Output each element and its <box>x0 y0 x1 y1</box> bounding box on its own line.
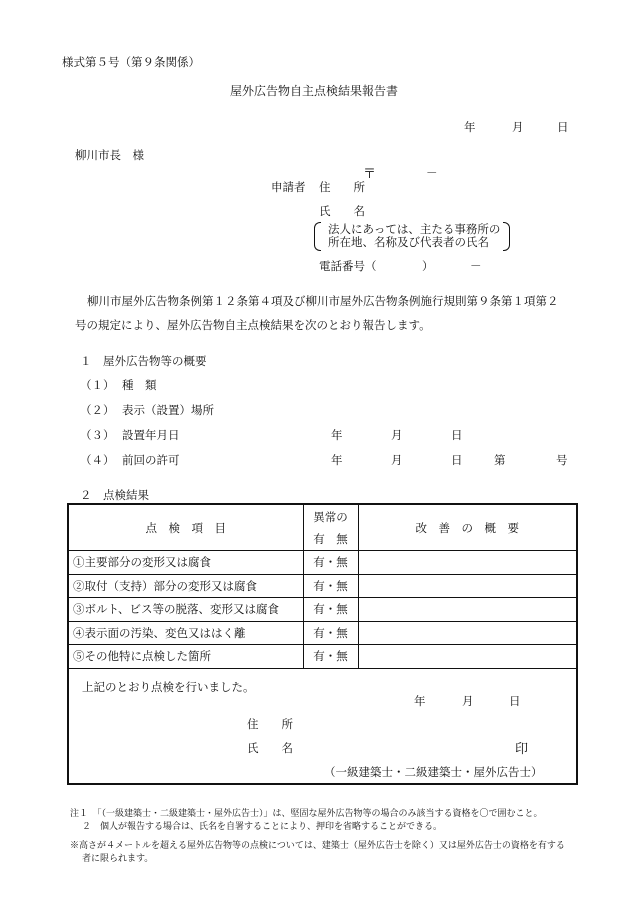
applicant-address-label: 住 所 <box>319 180 365 194</box>
item1-number: （１） <box>80 378 115 392</box>
phone-dash: － <box>470 259 482 273</box>
row-summary[interactable] <box>358 551 577 575</box>
row-item: ①主要部分の変形又は腐食 <box>68 551 303 575</box>
permit-no-prefix: 第 <box>494 453 506 467</box>
row-summary[interactable] <box>358 574 577 598</box>
table-row <box>68 645 577 669</box>
row-choice: 有・無 <box>303 574 358 598</box>
signature-row <box>68 668 577 784</box>
item4-number: （４） <box>80 453 115 467</box>
applicant-label: 申請者 <box>271 180 306 194</box>
header-abnormal <box>303 504 358 551</box>
confirm-text: 上記のとおり点検を行いました。 <box>82 679 255 694</box>
note-2: ２ 個人が報告する場合は、氏名を自署することにより、押印を省略することができる。 <box>82 822 443 832</box>
row-item: ④表示面の汚染、変色又ははく離 <box>68 621 303 645</box>
row-choice: 有・無 <box>303 551 358 575</box>
applicant-name-label: 氏 名 <box>319 204 365 218</box>
row-choice: 有・無 <box>303 598 358 622</box>
intro-line1: 柳川市屋外広告物条例第１２条第４項及び柳川市屋外広告物条例施行規則第９条第１項第２ <box>87 294 559 308</box>
date-year: 年 <box>464 120 476 134</box>
note-3-line1: ※高さが４メートルを超える屋外広告物等の点検については、建築士（屋外広告士を除く）又は屋外広告士の資格を有する <box>70 841 565 851</box>
permit-no-suffix: 号 <box>556 453 568 467</box>
table-row <box>68 551 577 575</box>
date-month: 月 <box>512 120 524 134</box>
phone-label: 電話番号（ <box>319 259 377 273</box>
table-row <box>68 574 577 598</box>
row-summary[interactable] <box>358 621 577 645</box>
row-item: ②取付（支持）部分の変形又は腐食 <box>68 574 303 598</box>
item3-label: 設置年月日 <box>122 428 180 442</box>
corporate-note-line2: 所在地、名称及び代表者の氏名 <box>328 235 489 249</box>
sign-year: 年 <box>414 693 426 708</box>
intro-line2: 号の規定により、屋外広告物自主点検結果を次のとおり報告します。 <box>75 318 431 332</box>
item1-label: 種 類 <box>122 378 157 392</box>
note-3-line2: 者に限られます。 <box>82 854 154 864</box>
section2-heading: ２ 点検結果 <box>80 488 149 502</box>
header-abnormal-line1: 異常の <box>313 509 348 524</box>
install-year: 年 <box>331 428 343 442</box>
row-item: ⑤その他特に点検した箇所 <box>68 645 303 669</box>
sign-day: 日 <box>509 693 521 708</box>
row-summary[interactable] <box>358 598 577 622</box>
item3-number: （３） <box>80 428 115 442</box>
permit-month: 月 <box>391 453 403 467</box>
install-day: 日 <box>451 428 463 442</box>
corporate-note-line1: 法人にあっては、主たる事務所の <box>328 222 501 236</box>
note-1: 注１ 「（一級建築士・二級建築士・屋外広告士）」は、堅固な屋外広告物等の場合のみ該当する資格を〇で囲むこと。 <box>70 809 543 819</box>
row-choice: 有・無 <box>303 621 358 645</box>
sign-address-label: 住 所 <box>247 716 293 731</box>
row-summary[interactable] <box>358 645 577 669</box>
install-month: 月 <box>391 428 403 442</box>
table-header-row <box>68 504 577 551</box>
corporate-note-bracket <box>314 222 510 251</box>
table-row <box>68 598 577 622</box>
addressee: 柳川市長 様 <box>75 148 144 162</box>
section1-heading: １ 屋外広告物等の概要 <box>80 354 207 368</box>
phone-close: ） <box>422 259 434 273</box>
header-item: 点 検 項 目 <box>68 504 303 551</box>
qualification-text: （一級建築士・二級建築士・屋外広告士） <box>324 764 543 779</box>
table-row <box>68 621 577 645</box>
item4-label: 前回の許可 <box>122 453 180 467</box>
row-choice: 有・無 <box>303 645 358 669</box>
form-number: 様式第５号（第９条関係） <box>62 55 200 69</box>
page-title: 屋外広告物自主点検結果報告書 <box>230 84 399 98</box>
postal-mark: 〒 <box>363 167 377 182</box>
sign-name-label: 氏 名 <box>247 740 293 755</box>
postal-dash: － <box>426 166 438 180</box>
header-summary: 改 善 の 概 要 <box>358 504 577 551</box>
item2-label: 表示（設置）場所 <box>122 403 214 417</box>
permit-day: 日 <box>451 453 463 467</box>
date-day: 日 <box>557 120 569 134</box>
item2-number: （２） <box>80 403 115 417</box>
sign-month: 月 <box>462 693 474 708</box>
inspection-table <box>67 503 578 785</box>
signature-cell <box>68 668 577 784</box>
row-item: ③ボルト、ビス等の脱落、変形又は腐食 <box>68 598 303 622</box>
seal-mark: 印 <box>515 741 529 757</box>
permit-year: 年 <box>331 453 343 467</box>
header-abnormal-line2: 有 無 <box>313 531 348 546</box>
